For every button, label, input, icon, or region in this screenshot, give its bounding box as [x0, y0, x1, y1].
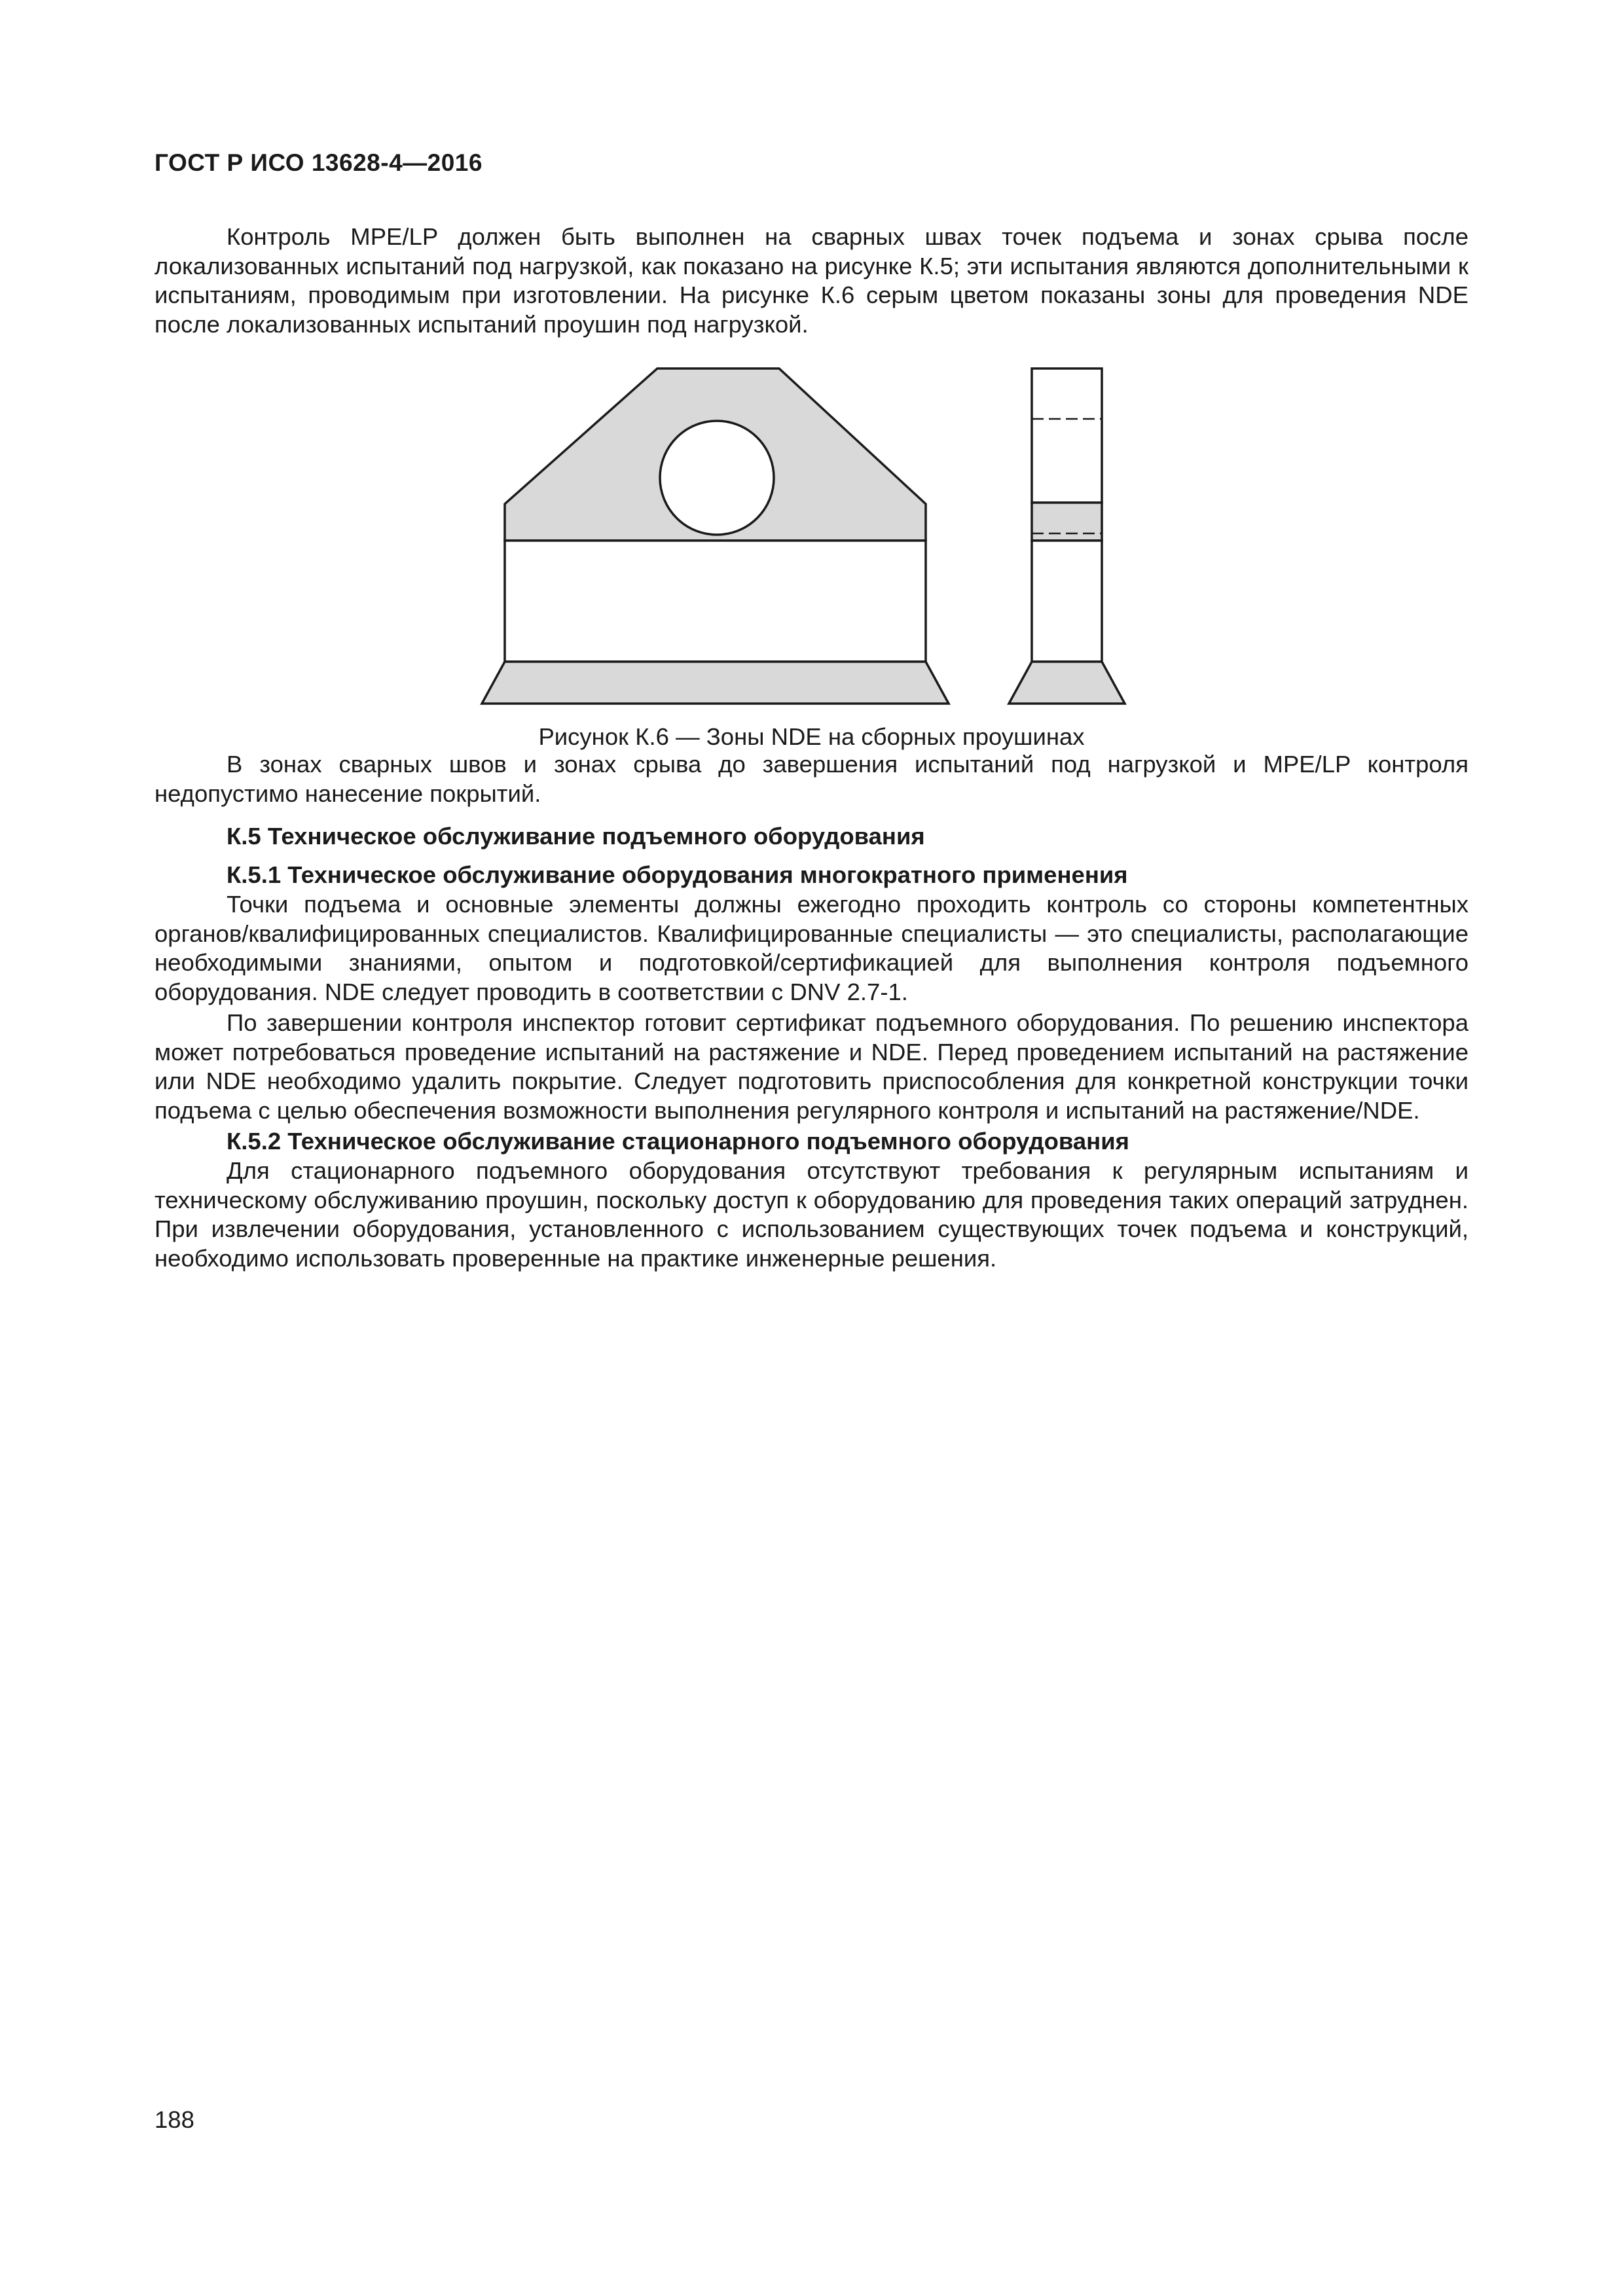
intro-paragraph: Контроль MPE/LP должен быть выполнен на сварных швах точек подъема и зонах срыва после локализованных испытаний под нагрузкой, как показано на рисунке К.5; эти испытания являются дополнительными к испытаниям, проводимым при изготовлении. На рисунке К.6 серым цветом показаны зоны для проведения NDE после локализованных испытаний проушин под нагрузкой. — [155, 223, 1468, 338]
lug-hole — [660, 421, 774, 535]
side-lower — [1032, 541, 1102, 662]
side-gray-band — [1032, 503, 1102, 541]
coating-paragraph: В зонах сварных швов и зонах срыва до завершения испытаний под нагрузкой и MPE/LP контроля недопустимо нанесение покрытий. — [155, 751, 1468, 807]
heading-k52: К.5.2 Техническое обслуживание стационарного подъемного оборудования — [227, 1128, 1129, 1155]
k52-paragraph-1: Для стационарного подъемного оборудования отсутствуют требования к регулярным испытаниям и техническому обслуживанию проушин, поскольку доступ к оборудованию для проведения таких операций затруднен. При извлечении оборудования, установленного с использованием существующих точек подъема и конструкций, необходимо использовать проверенные на практике инженерные решения. — [155, 1157, 1468, 1272]
document-header: ГОСТ Р ИСО 13628-4—2016 — [155, 149, 483, 176]
lug-side-view — [1009, 368, 1125, 704]
lug-body — [505, 541, 926, 662]
heading-k51: К.5.1 Техническое обслуживание оборудования многократного применения — [227, 861, 1128, 888]
page-number: 188 — [155, 2106, 194, 2133]
lug-front-view — [482, 368, 949, 704]
side-base-weld-zone — [1009, 662, 1125, 704]
k51-paragraph-1: Точки подъема и основные элементы должны ежегодно проходить контроль со стороны компетентных органов/квалифицированных специалистов. Квалифицированные специалисты — это специалисты, располагающие необходимыми знаниями, опытом и подготовкой/сертификацией для выполнения контроля подъемного оборудования. NDE следует проводить в соответствии с DNV 2.7-1. — [155, 891, 1468, 1005]
k51-paragraph-2: По завершении контроля инспектор готовит сертификат подъемного оборудования. По решению инспектора может потребоваться проведение испытаний на растяжение и NDE. Перед проведением испытаний на растяжение или NDE необходимо удалить покрытие. Следует подготовить приспособления для конкретной конструкции точки подъема с целью обеспечения возможности выполнения регулярного контроля и испытаний на растяжение/NDE. — [155, 1009, 1468, 1124]
heading-k5: К.5 Техническое обслуживание подъемного оборудования — [227, 823, 925, 850]
lug-base-weld-zone — [482, 662, 949, 704]
figure-caption: Рисунок К.6 — Зоны NDE на сборных проушинах — [538, 723, 1085, 750]
side-upper — [1032, 368, 1102, 503]
lug-top-weld-zone — [505, 368, 926, 541]
